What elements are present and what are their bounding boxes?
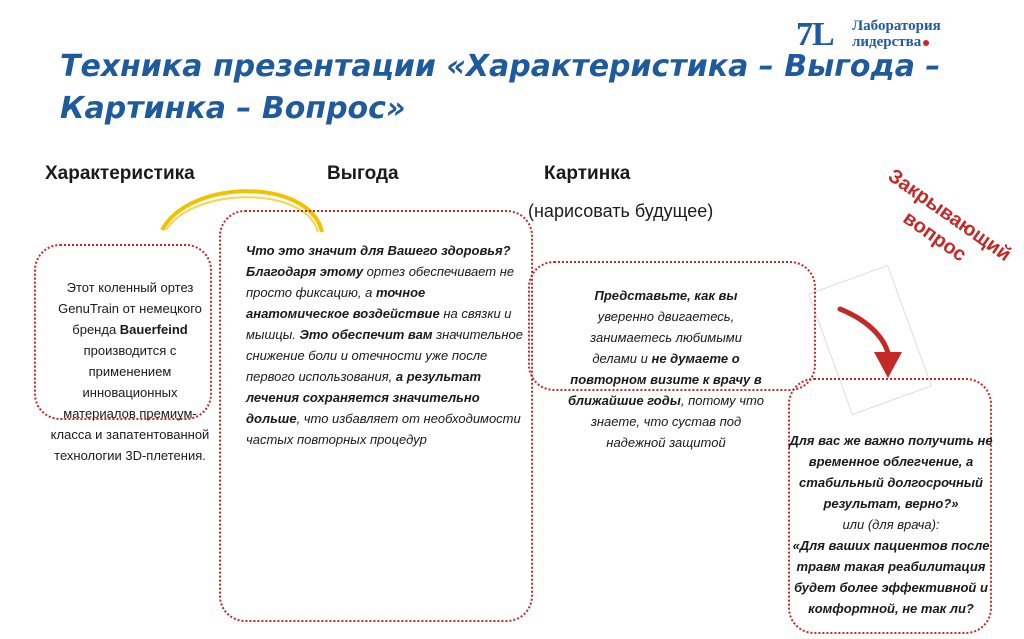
closing-question-label: Закрывающий вопрос	[883, 164, 1016, 267]
picture-text: Представьте, как вы уверенно двигаетесь, занимаетесь любимыми делами и не думаете о повторном визите к врачу в ближайшие годы, потому что знаете, что сустав под надежной защитой	[568, 288, 764, 450]
slide-title: Техника презентации «Характеристика – Выгода – Картинка – Вопрос»	[60, 49, 941, 126]
benefit-text: Что это значит для Вашего здоровья? Благодаря этому ортез обеспечивает не просто фиксацию, а точное анатомическое воздействие на связки и мышцы. Это обеспечит вам значительное снижение боли и отечности уже после первого использования, а результат лечения сохраняется значительно дольше, что избавляет от необходимости частых повторных процедур	[246, 243, 524, 447]
logo-line-2: лидерства	[852, 34, 941, 50]
question-doctor: «Для ваших пациентов после травм такая реабилитация будет более эффективной и комфортной, не так ли?	[792, 538, 990, 616]
header-picture-sub: (нарисовать будущее)	[528, 201, 714, 221]
header-characteristic: Характеристика	[45, 163, 195, 184]
header-picture: Картинка	[544, 163, 631, 184]
arrow-head	[874, 352, 902, 378]
question-or-doctor: или (для врача):	[842, 517, 940, 532]
question-patient: Для вас же важно получить не временное облегчение, а стабильный долгосрочный результат, верно?»	[789, 433, 993, 511]
logo-line-1: Лаборатория	[852, 18, 941, 34]
question-text	[776, 430, 1006, 619]
logo-mark: 7L	[796, 16, 834, 53]
header-benefit: Выгода	[327, 163, 399, 184]
characteristic-text: Этот коленный ортез GenuTrain от немецкого бренда Bauerfeind производится с применением инновационных материалов премиум-класса и запатентованной технологии 3D-плетения.	[50, 280, 210, 463]
